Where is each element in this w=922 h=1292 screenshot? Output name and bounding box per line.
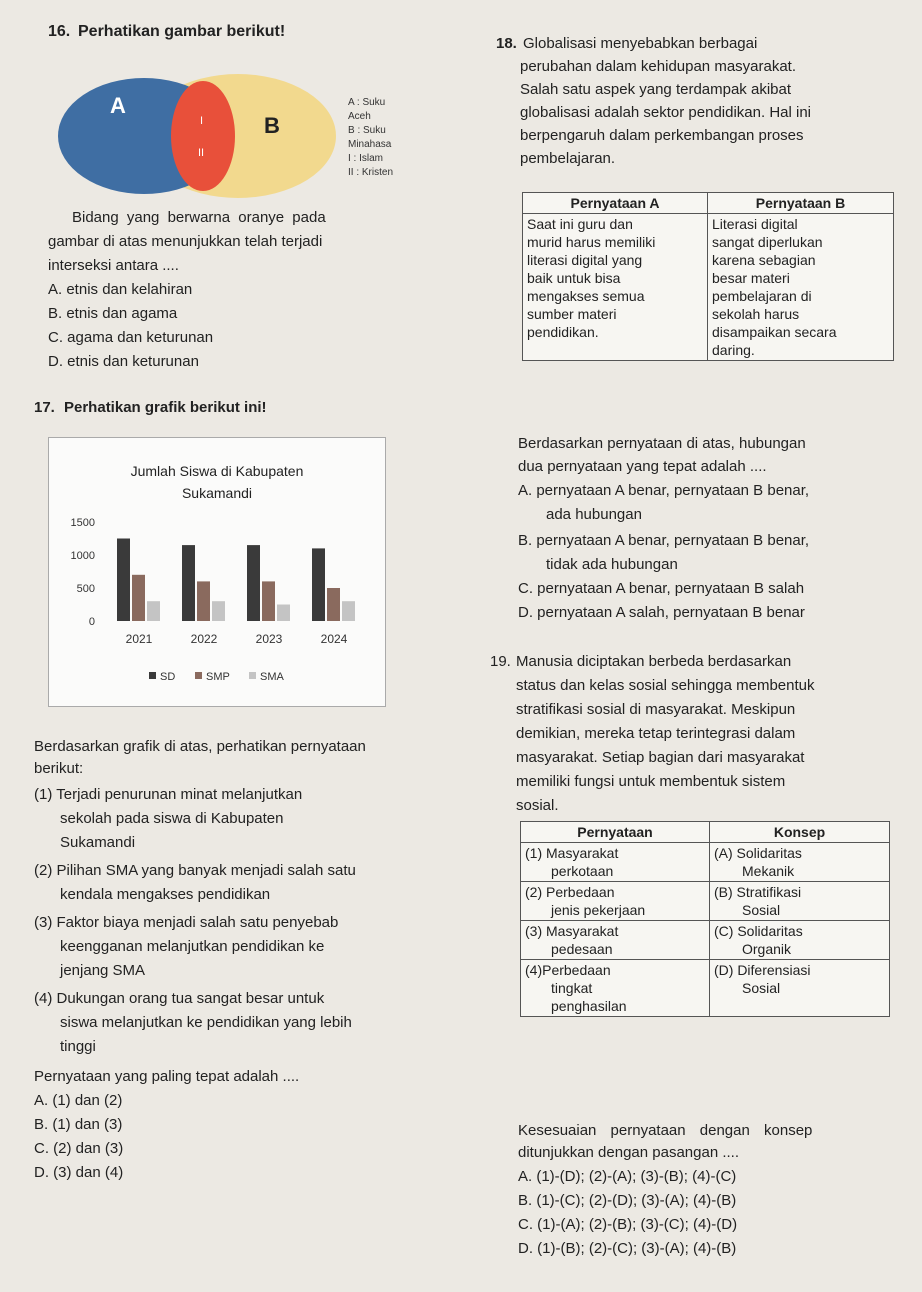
q19-header-konsep: Konsep <box>710 822 890 843</box>
q18-cell-b <box>708 214 894 361</box>
bar-chart <box>48 437 386 707</box>
q18-cell-a-line: murid harus memiliki <box>527 234 656 250</box>
q17-statement-3: keengganan melanjutkan pendidikan ke <box>60 938 325 955</box>
q18-stem-line: globalisasi adalah sektor pendidikan. Hal ini <box>520 104 812 121</box>
chart-title-line: Sukamandi <box>181 485 253 501</box>
q19-stem-line: sosial. <box>516 797 559 814</box>
venn-legend-line: I : Islam <box>348 153 384 164</box>
q19-stem-line: demikian, mereka tetap terintegrasi dalam <box>516 725 796 742</box>
q19-stem-line: Manusia diciptakan berbeda berdasarkan <box>516 653 792 670</box>
venn-label-i: I <box>200 115 204 127</box>
q18-option-c[interactable]: C. pernyataan A benar, pernyataan B salah <box>518 580 805 597</box>
q19-option-a[interactable]: A. (1)-(D); (2)-(A); (3)-(B); (4)-(C) <box>518 1168 737 1185</box>
x-tick-label: 2022 <box>190 632 218 646</box>
q18-table <box>522 192 894 361</box>
bar-sma-2024 <box>342 601 355 621</box>
q19-cell-line: (D) Diferensiasi <box>714 962 811 978</box>
q19-option-b[interactable]: B. (1)-(C); (2)-(D); (3)-(A); (4)-(B) <box>518 1192 737 1209</box>
bar-smp-2022 <box>197 581 210 621</box>
q17-statement-1: (1) Terjadi penurunan minat melanjutkan <box>34 786 303 803</box>
q19-cell-line: perkotaan <box>551 863 614 879</box>
q18-cell-a-line: baik untuk bisa <box>527 270 621 286</box>
q19-row-2-konsep <box>710 882 890 921</box>
q18-stem-line: perubahan dalam kehidupan masyarakat. <box>520 58 797 75</box>
q17-statement-1: Sukamandi <box>60 834 136 851</box>
q19-cell-line: Mekanik <box>742 863 795 879</box>
q18-stem-line: Globalisasi menyebabkan berbagai <box>523 35 758 52</box>
x-tick-label: 2023 <box>255 632 283 646</box>
q19-cell-line: Organik <box>742 941 792 957</box>
q17-option-a[interactable]: A. (1) dan (2) <box>34 1092 123 1109</box>
q19-row-4-konsep <box>710 960 890 1017</box>
bar-sma-2022 <box>212 601 225 621</box>
q19-cell-line: (3) Masyarakat <box>525 923 619 939</box>
q18-cell-b-line: daring. <box>712 342 755 358</box>
q16-option-b[interactable]: B. etnis dan agama <box>48 305 178 322</box>
legend-swatch-sma <box>249 672 256 679</box>
q19-cell-line: Sosial <box>742 980 781 996</box>
q18-cell-a-line: mengakses semua <box>527 288 645 304</box>
venn-label-a: A <box>110 93 126 118</box>
q18-cell-a-line: Saat ini guru dan <box>527 216 633 232</box>
q16-stem: Perhatikan gambar berikut! <box>78 23 286 40</box>
y-tick-label: 0 <box>88 616 95 628</box>
q18-cell-a <box>523 214 708 361</box>
q19-number: 19. <box>490 653 511 670</box>
q19-row-1-pernyataan <box>521 843 710 882</box>
q19-option-d[interactable]: D. (1)-(B); (2)-(C); (3)-(A); (4)-(B) <box>518 1240 737 1257</box>
q17-intro-line: Berdasarkan grafik di atas, perhatikan pernyataan <box>34 738 366 755</box>
q17-question: Pernyataan yang paling tepat adalah .... <box>34 1068 300 1085</box>
q19-cell-line: Sosial <box>742 902 781 918</box>
q19-row-2-pernyataan <box>521 882 710 921</box>
q17-option-c[interactable]: C. (2) dan (3) <box>34 1140 124 1157</box>
venn-diagram <box>58 72 338 202</box>
q18-option-a[interactable]: A. pernyataan A benar, pernyataan B benar, <box>518 482 810 499</box>
q17-statement-2: kendala mengakses pendidikan <box>60 886 271 903</box>
q17-statement-2: (2) Pilihan SMA yang banyak menjadi salah satu <box>34 862 356 879</box>
q19-cell-line: penghasilan <box>551 998 627 1014</box>
q18-option-b[interactable]: B. pernyataan A benar, pernyataan B benar, <box>518 532 810 549</box>
q17-statement-1: sekolah pada siswa di Kabupaten <box>60 810 284 827</box>
x-tick-label: 2021 <box>125 632 153 646</box>
q17-statement-4: (4) Dukungan orang tua sangat besar untuk <box>34 990 325 1007</box>
venn-legend-line: Aceh <box>348 111 371 122</box>
bar-sma-2023 <box>277 605 290 622</box>
q19-cell-line: (B) Stratifikasi <box>714 884 802 900</box>
bar-smp-2024 <box>327 588 340 621</box>
q18-cell-a-line: sumber materi <box>527 306 617 322</box>
q19-header-pernyataan: Pernyataan <box>521 822 710 843</box>
chart-plot <box>49 438 385 706</box>
bar-sd-2022 <box>182 545 195 621</box>
q19-row-3-pernyataan <box>521 921 710 960</box>
q16-question-line: gambar di atas menunjukkan telah terjadi <box>48 233 323 250</box>
legend-label-smp: SMP <box>206 671 230 683</box>
q16-option-a[interactable]: A. etnis dan kelahiran <box>48 281 193 298</box>
bar-sma-2021 <box>147 601 160 621</box>
bar-sd-2021 <box>117 539 130 622</box>
chart-title-line: Jumlah Siswa di Kabupaten <box>130 463 304 479</box>
q17-statement-3: (3) Faktor biaya menjadi salah satu penyebab <box>34 914 339 931</box>
y-tick-label: 1500 <box>70 517 95 529</box>
q17-option-d[interactable]: D. (3) dan (4) <box>34 1164 124 1181</box>
venn-legend <box>348 96 393 180</box>
q18-stem-line: berpengaruh dalam perkembangan proses <box>520 127 804 144</box>
q17-option-b[interactable]: B. (1) dan (3) <box>34 1116 123 1133</box>
q19-stem-line: memiliki fungsi untuk membentuk sistem <box>516 773 786 790</box>
q17-statement-4: siswa melanjutkan ke pendidikan yang lebih <box>60 1014 352 1031</box>
q19-cell-line: (2) Perbedaan <box>525 884 615 900</box>
q19-row-3-konsep <box>710 921 890 960</box>
bar-sd-2023 <box>247 545 260 621</box>
q18-stem-line: Salah satu aspek yang terdampak akibat <box>520 81 792 98</box>
q18-cell-a-line: pendidikan. <box>527 324 599 340</box>
q16-option-c[interactable]: C. agama dan keturunan <box>48 329 214 346</box>
q16-question-line: Bidang yang berwarna oranye pada <box>72 209 326 226</box>
q19-cell-line: pedesaan <box>551 941 613 957</box>
legend-label-sd: SD <box>160 671 176 683</box>
venn-legend-line: B : Suku <box>348 125 386 136</box>
q18-header-a: Pernyataan A <box>523 193 708 214</box>
q17-statement-4: tinggi <box>60 1038 96 1055</box>
q19-question-line: Kesesuaian pernyataan dengan konsep <box>518 1122 813 1139</box>
q18-number: 18. <box>496 35 517 52</box>
q18-stem-line: pembelajaran. <box>520 150 616 167</box>
q18-cell-b-line: disampaikan secara <box>712 324 837 340</box>
q19-cell-line: (C) Solidaritas <box>714 923 803 939</box>
q18-cell-b-line: karena sebagian <box>712 252 816 268</box>
q18-cell-b-line: sekolah harus <box>712 306 800 322</box>
q18-header-b: Pernyataan B <box>708 193 894 214</box>
venn-intersection <box>171 81 235 191</box>
q18-cell-b-line: pembelajaran di <box>712 288 812 304</box>
q16-option-d[interactable]: D. etnis dan keturunan <box>48 353 199 370</box>
q19-row-4-pernyataan <box>521 960 710 1017</box>
q19-cell-line: (1) Masyarakat <box>525 845 619 861</box>
q18-option-d[interactable]: D. pernyataan A salah, pernyataan B benar <box>518 604 805 621</box>
q18-option-a[interactable]: ada hubungan <box>546 506 642 523</box>
q19-stem-line: masyarakat. Setiap bagian dari masyarakat <box>516 749 805 766</box>
q18-option-b[interactable]: tidak ada hubungan <box>546 556 678 573</box>
venn-label-ii: II <box>198 147 205 159</box>
bar-sd-2024 <box>312 548 325 621</box>
y-tick-label: 500 <box>76 583 95 595</box>
q18-question-line: dua pernyataan yang tepat adalah .... <box>518 458 767 475</box>
q19-stem-line: stratifikasi sosial di masyarakat. Meskipun <box>516 701 796 718</box>
q17-intro-line: berikut: <box>34 760 84 777</box>
q19-cell-line: tingkat <box>551 980 593 996</box>
legend-label-sma: SMA <box>260 671 284 683</box>
q18-question-line: Berdasarkan pernyataan di atas, hubungan <box>518 435 806 452</box>
q18-cell-b-line: sangat diperlukan <box>712 234 823 250</box>
q18-cell-a-line: literasi digital yang <box>527 252 643 268</box>
y-tick-label: 1000 <box>70 550 95 562</box>
venn-legend-line: Minahasa <box>348 139 392 150</box>
q18-cell-b-line: Literasi digital <box>712 216 798 232</box>
q19-cell-line: (4)Perbedaan <box>525 962 611 978</box>
q16-question-line: interseksi antara .... <box>48 257 179 274</box>
bar-smp-2023 <box>262 581 275 621</box>
legend-swatch-smp <box>195 672 202 679</box>
venn-legend-line: II : Kristen <box>348 167 394 178</box>
q18-cell-b-line: besar materi <box>712 270 790 286</box>
venn-label-b: B <box>264 113 280 138</box>
q17-stem: Perhatikan grafik berikut ini! <box>64 399 267 416</box>
q19-table <box>520 821 890 1017</box>
q19-option-c[interactable]: C. (1)-(A); (2)-(B); (3)-(C); (4)-(D) <box>518 1216 738 1233</box>
bar-smp-2021 <box>132 575 145 621</box>
q19-cell-line: jenis pekerjaan <box>551 902 646 918</box>
q19-row-1-konsep <box>710 843 890 882</box>
x-tick-label: 2024 <box>320 632 348 646</box>
q19-stem-line: status dan kelas sosial sehingga membentuk <box>516 677 815 694</box>
q16-number: 16. <box>48 23 71 40</box>
q19-cell-line: (A) Solidaritas <box>714 845 802 861</box>
q17-statement-3: jenjang SMA <box>60 962 146 979</box>
venn-legend-line: A : Suku <box>348 97 386 108</box>
q17-number: 17. <box>34 399 55 416</box>
q19-question-line: ditunjukkan dengan pasangan .... <box>518 1144 740 1161</box>
legend-swatch-sd <box>149 672 156 679</box>
